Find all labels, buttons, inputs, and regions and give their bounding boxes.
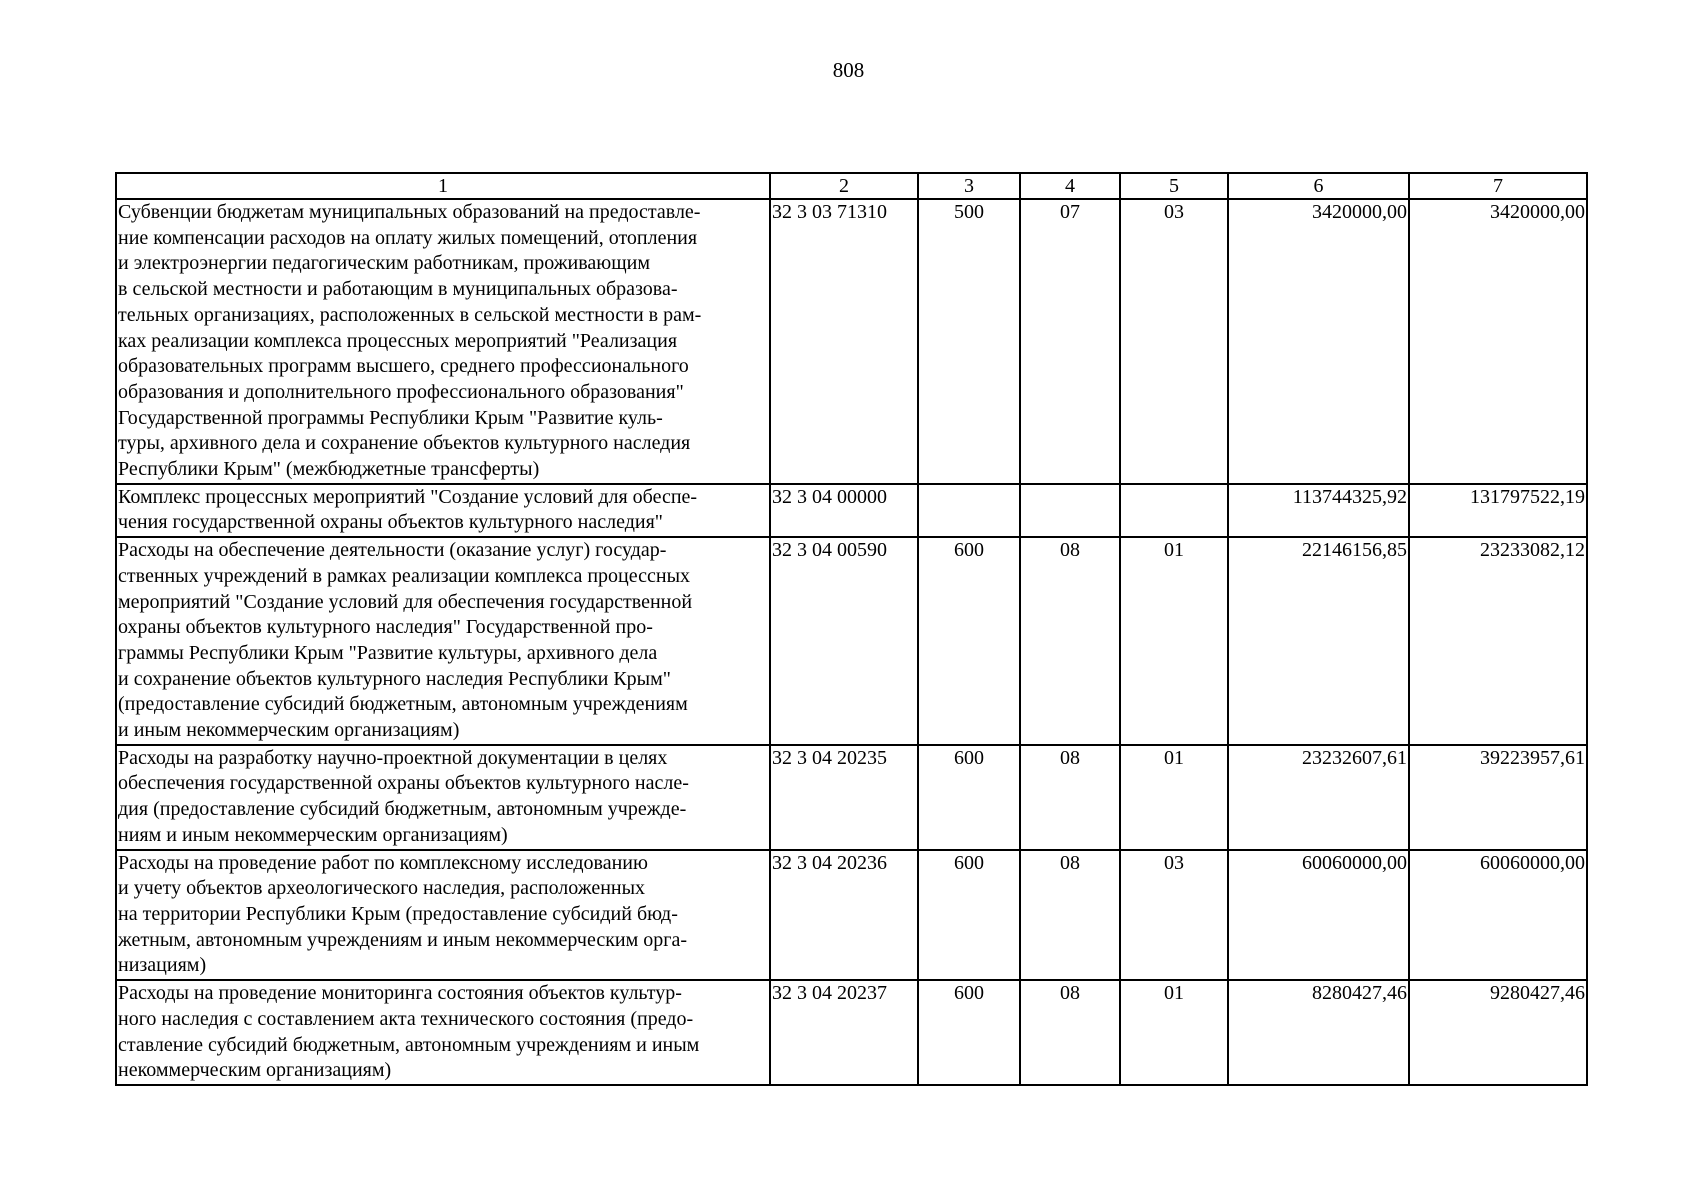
column-header-2: 2 [770,173,918,199]
row-amount-1: 23232607,61 [1228,745,1409,850]
row-section: 08 [1020,745,1120,850]
table-row [116,537,1587,745]
table-row [116,199,1587,484]
column-header-1: 1 [116,173,770,199]
row-section: 08 [1020,850,1120,981]
row-expense-type: 600 [918,980,1020,1085]
row-description: Расходы на проведение работ по комплексному исследованию и учету объектов археологического наследия, расположенных на территории Республики Крым (предоставление субсидий бюд- жетным, автономным учреждениям и иным некоммерческим орга- низациям) [116,850,770,981]
row-subsection [1120,484,1228,537]
row-subsection: 03 [1120,199,1228,484]
row-subsection: 03 [1120,850,1228,981]
row-code: 32 3 04 00590 [770,537,918,745]
table-body [116,199,1587,1085]
row-amount-2: 131797522,19 [1409,484,1587,537]
column-header-5: 5 [1120,173,1228,199]
row-subsection: 01 [1120,745,1228,850]
row-section: 08 [1020,537,1120,745]
header-row [116,173,1587,199]
row-expense-type [918,484,1020,537]
row-amount-1: 60060000,00 [1228,850,1409,981]
row-amount-1: 22146156,85 [1228,537,1409,745]
row-section: 07 [1020,199,1120,484]
table-row [116,484,1587,537]
table-row [116,745,1587,850]
row-amount-2: 9280427,46 [1409,980,1587,1085]
row-subsection: 01 [1120,537,1228,745]
row-amount-1: 113744325,92 [1228,484,1409,537]
column-header-4: 4 [1020,173,1120,199]
row-description: Субвенции бюджетам муниципальных образований на предоставле- ние компенсации расходов на оплату жилых помещений, отопления и электроэнергии педагогическим работникам, проживающим в сельской местности и работающим в муниципальных образова- тельных организациях, расположенных в сельской местности в рам- ках реализации комплекса процессных мероприятий "Реализация образовательных программ высшего, среднего профессионального образования и дополнительного профессионального образования" Государственной программы Республики Крым "Развитие куль- туры, архивного дела и сохранение объектов культурного наследия Республики Крым" (межбюджетные трансферты) [116,199,770,484]
column-header-6: 6 [1228,173,1409,199]
row-code: 32 3 04 20235 [770,745,918,850]
row-amount-2: 3420000,00 [1409,199,1587,484]
row-code: 32 3 04 00000 [770,484,918,537]
row-amount-2: 23233082,12 [1409,537,1587,745]
row-code: 32 3 04 20236 [770,850,918,981]
table-row [116,980,1587,1085]
column-header-7: 7 [1409,173,1587,199]
budget-table [115,172,1588,1086]
table-row [116,850,1587,981]
row-section [1020,484,1120,537]
row-expense-type: 600 [918,850,1020,981]
row-code: 32 3 04 20237 [770,980,918,1085]
row-section: 08 [1020,980,1120,1085]
page-number: 808 [832,58,865,82]
row-expense-type: 500 [918,199,1020,484]
row-expense-type: 600 [918,745,1020,850]
row-description: Расходы на разработку научно-проектной документации в целях обеспечения государственной охраны объектов культурного насле- дия (предоставление субсидий бюджетным, автономным учрежде- ниям и иным некоммерческим организациям) [116,745,770,850]
row-amount-1: 3420000,00 [1228,199,1409,484]
row-subsection: 01 [1120,980,1228,1085]
row-expense-type: 600 [918,537,1020,745]
column-header-3: 3 [918,173,1020,199]
row-code: 32 3 03 71310 [770,199,918,484]
table-header [116,173,1587,199]
row-description: Комплекс процессных мероприятий "Создание условий для обеспе- чения государственной охраны объектов культурного наследия" [116,484,770,537]
row-amount-1: 8280427,46 [1228,980,1409,1085]
row-amount-2: 60060000,00 [1409,850,1587,981]
row-description: Расходы на проведение мониторинга состояния объектов культур- ного наследия с составлением акта технического состояния (предо- ставление субсидий бюджетным, автономным учреждениям и иным некоммерческим организациям) [116,980,770,1085]
row-amount-2: 39223957,61 [1409,745,1587,850]
row-description: Расходы на обеспечение деятельности (оказание услуг) государ- ственных учреждений в рамках реализации комплекса процессных мероприятий "Создание условий для обеспечения государственной охраны объектов культурного наследия" Государственной про- граммы Республики Крым "Развитие культуры, архивного дела и сохранение объектов культурного наследия Республики Крым" (предоставление субсидий бюджетным, автономным учреждениям и иным некоммерческим организациям) [116,537,770,745]
